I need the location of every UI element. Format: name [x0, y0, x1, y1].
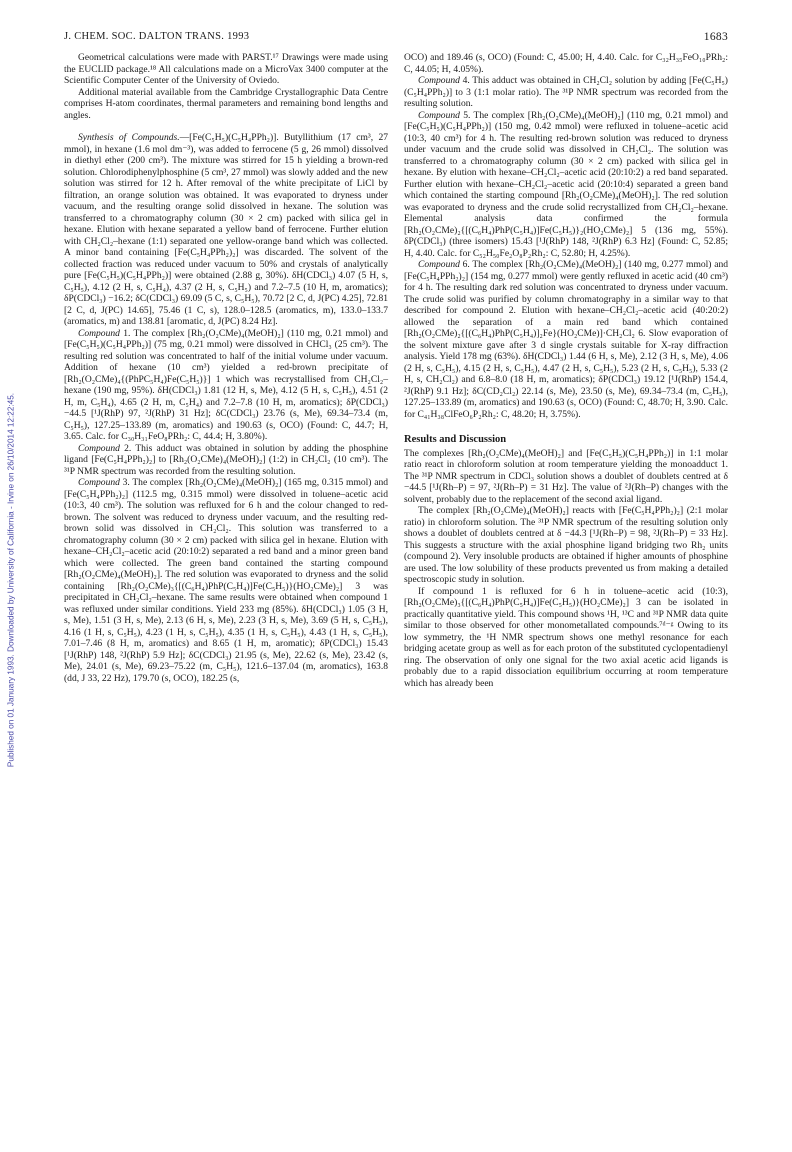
paragraph-text: 1. The complex [Rh₂(O₂CMe)₄(MeOH)₂] (110 mg, 0.21 mmol) and [Fe(C₅H₅)(C₅H₄PPh₂)] (75 mg, 0.21 mmol) were dissolved in CHCl₃ (25 cm³). The resulting red solution was concentrated to half of the initial volume under vacuum. Addition of hexane (10 cm³) yielded a red-brown precipitate of [Rh₂(O₂CMe)₄{(PhPC₅H₄)Fe(C₅H₅)}] 1 which was recrystallised from CH₂Cl₂–hexane (190 mg, 95%). δH(CDCl₃) 1.81 (12 H, s, Me), 4.12 (5 H, s, C₅H₅), 4.51 (2 H, m, C₅H₄), 4.65 (2 H, m, C₅H₄) and 7.2–7.8 (10 H, m, aromatics); δP(CDCl₃) −44.5 [¹J(RhP) 97, ²J(RhP) 31 Hz]; δC(CDCl₃) 23.76 (s, Me), 69.34–73.4 (m, C₅H₅), 127.25–133.89 (m, aromatics) and 190.63 (s, OCO) (Found: C, 44.7; H, 3.65. Calc. for C₃₀H₃₁FeO₈PRh₂: C, 44.4; H, 3.80%). — [64, 327, 388, 442]
left-column — [64, 52, 388, 684]
paragraph-text: 2. This adduct was obtained in solution by adding the phosphine ligand [Fe(C₅H₄PPh₂)₂] to [Rh₂(O₂CMe)₄(MeOH)₂] (1:2) in CH₂Cl₂ (10 cm³). The ³¹P NMR spectrum was recorded from the resulting solution. — [64, 442, 388, 477]
paragraph-text: OCO) and 189.46 (s, OCO) (Found: C, 45.00; H, 4.40. Calc. for C₃₂H₃₅FeO₁₀PRh₂: C, 44.05; H, 4.05%). — [404, 52, 728, 75]
body-paragraph — [64, 52, 388, 87]
body-paragraph — [404, 586, 728, 690]
journal-citation: J. CHEM. SOC. DALTON TRANS. 1993 — [64, 31, 250, 42]
body-paragraph — [404, 52, 728, 75]
paragraph-text: 6. The complex [Rh₂(O₂CMe)₄(MeOH)₂] (140 mg, 0.277 mmol) and [Fe(C₅H₄PPh₂)₂] (154 mg, 0.277 mmol) were gently refluxed in acetic acid (40 cm³) for 4 h. The resulting dark red solution was concentrated to dryness under vacuum. The crude solid was purified by column chromatography in a similar way to that described for compound 2. Elution with hexane–CH₂Cl₂–acetic acid (40:20:2) allowed the separation of a main red band which contained [Rh₂(O₂CMe)₂{[(C₆H₄)PhP(C₅H₄)]₂Fe}(HO₂CMe)]·CH₂Cl₂ 6. Slow evaporation of the solvent mixture gave after 3 d single crystals suitable for X-ray diffraction analysis. Yield 178 mg (63%). δH(CDCl₃) 1.44 (6 H, s, Me), 2.12 (3 H, s, Me), 4.06 (2 H, s, C₅H₅), 4.15 (2 H, s, C₅H₅), 4.47 (2 H, s, C₅H₅), 5.23 (2 H, s, C₅H₅), 5.33 (2 H, s, CH₂Cl₂) and 6.8–8.0 (18 H, m, aromatics); δP(CDCl₃) 19.12 [¹J(RhP) 154.4, ²J(RhP) 9.1 Hz]; δC(CD₂Cl₂) 22.14 (s, Me), 23.50 (s, Me), 69.34–73.4 (m, C₅H₅), 127.25–133.89 (m, aromatics) and 190.63 (s, OCO) (Found: C, 48.70; H, 3.90. Calc. for C₄₁H₃₈ClFeO₆P₂Rh₂: C, 48.20; H, 3.75%). — [404, 259, 728, 420]
paragraph-text: Geometrical calculations were made with PARST.¹⁷ Drawings were made using the EUCLID package.¹⁸ All calculations made on a MicroVax 3400 computer at the Scientific Computer Center of the University of Oviedo. — [64, 52, 388, 86]
right-column — [404, 52, 728, 689]
paragraph-lead: Compound — [78, 477, 120, 488]
paragraph-text: The complexes [Rh₂(O₂CMe)₄(MeOH)₂] and [Fe(C₅H₅)(C₅H₄PPh₂)] in 1:1 molar ratio react in chloroform solution at room temperature yielding the monoadduct 1. The ³¹P NMR spectrum in CDCl₃ solution shows a doublet of doublets centred at δ −44.5 [¹J(Rh–P) = 97, ²J(Rh–P) = 31 Hz]. The value of ²J(Rh–P) changes with the solvent, probably due to the replacement of the second axial ligand. — [404, 447, 728, 505]
body-paragraph — [64, 477, 388, 684]
page-number: 1683 — [703, 31, 728, 43]
body-paragraph — [64, 443, 388, 478]
paragraph-text: 4. This adduct was obtained in CH₂Cl₂ solution by adding [Fe(C₅H₅)(C₅H₄PPh₂)] to 3 (1:1 molar ratio). The ³¹P NMR spectrum was recorded from the resulting solution. — [404, 75, 728, 109]
paragraph-lead: Synthesis of Compounds. — [78, 132, 180, 143]
body-paragraph — [404, 505, 728, 586]
paragraph-lead: Compound — [418, 109, 460, 121]
body-paragraph — [404, 75, 728, 110]
body-paragraph — [64, 132, 388, 328]
section-heading: Results and Discussion — [404, 434, 507, 445]
running-header — [64, 31, 728, 47]
paragraph-text: 3. The complex [Rh₂(O₂CMe)₄(MeOH)₂] (165 mg, 0.315 mmol) and [Fe(C₅H₄PPh₂)₂] (112.5 mg, 0.315 mmol) were dissolved in toluene–acetic acid (10:3, 40 cm³). The solution was refluxed for 6 h and the colour changed to red-brown. The solvent was reduced to dryness under vacuum, and the resulting red-brown solid was dissolved in CH₂Cl₂. This solution was transferred to a chromatography column (30 × 2 cm) packed with silica gel in hexane. Elution with hexane–CH₂Cl₂–acetic acid (20:10:2) separated a red band and a minor green band which were collected. The green band contained the starting compound [Rh₂(O₂CMe)₄(MeOH)₂]. The red solution was evaporated to dryness and the solid containing [Rh₂(O₂CMe)₃{[(C₆H₄)PhP(C₅H₄)]Fe(C₅H₅)}(HO₂CMe)₂] 3 was precipitated in CH₂Cl₂–hexane. The same results were obtained when compound 1 was refluxed under similar conditions. Yield 233 mg (85%). δH(CDCl₃) 1.05 (3 H, s, Me), 1.51 (3 H, s, Me), 2.13 (6 H, s, Me), 2.23 (3 H, s, Me), 3.69 (5 H, s, C₅H₅), 4.16 (1 H, s, C₅H₅), 4.23 (1 H, s, C₅H₅), 4.35 (1 H, s, C₅H₅), 4.43 (1 H, s, C₅H₅), 7.01–7.46 (8 H, m, aromatics) and 8.65 (1 H, m, aromatic); δP(CDCl₃) 15.43 [¹J(RhP) 148, ²J(RhP) 5.9 Hz]; δC(CDCl₃) 21.95 (s, Me), 22.62 (s, Me), 23.42 (s, Me), 24.01 (s, Me), 69.23–75.22 (m, C₅H₅), 121.6–137.04 (m, aromatics), 163.8 (dd, J 33, 22 Hz), 179.70 (s, OCO), 182.25 (s, — [64, 477, 388, 684]
body-paragraph — [64, 328, 388, 443]
paragraph-text: If compound 1 is refluxed for 6 h in toluene–acetic acid (10:3), [Rh₂(O₂CMe)₃{[(C₆H₄)PhP(C₅H₄)]Fe(C₅H₅)}(HO₂CMe)₂] 3 can be isolated in practically quantitative yield. This compound shows ¹H, ¹³C and ³¹P NMR data quite similar to those observed for other monometallated compounds.⁷ᵈ⁻ᵍ Owing to its low symmetry, the ¹H NMR spectrum shows one methyl resonance for each bridging acetate group as well as for each proton of the substituted cyclopentadienyl ring. The observation of only one signal for the two axial acetic acid ligands is probably due to a rapid dissociation equilibrium occurring at room temperature which has already been — [404, 585, 728, 689]
body-paragraph — [64, 87, 388, 122]
paragraph-text: Additional material available from the Cambridge Crystallographic Data Centre comprises H-atom coordinates, thermal parameters and remaining bond lengths and angles. — [64, 86, 388, 121]
paragraph-text: —[Fe(C₅H₅)(C₅H₄PPh₂)]. Butyllithium (17 cm³, 27 mmol), in hexane (1.6 mol dm⁻³), was added to ferrocene (5 g, 26 mmol) dissolved in diethyl ether (200 cm³). The mixture was stirred for 15 h yielding a brown-red solution. Chlorodiphenylphosphine (5 cm³, 27 mmol) was slowly added and the new solution was stirred for 12 h. After removal of the white precipitate of LiCl by filtration, an orange solution was obtained. It was evaporated to dryness under vacuum, and the resulting orange solid dissolved in hexane. The solution was transferred to a chromatography column (30 × 2 cm) packed with silica gel in hexane. Elution with hexane separated a yellow band of ferrocene. Further elution with CH₂Cl₂–hexane (1:1) separated one yellow-orange band which was collected. A minor band containing [Fe(C₅H₄PPh₂)₂] was discarded. The solvent of the collected fraction was reduced under vacuum to 50% and crystals of analytically pure [Fe(C₅H₅)(C₅H₄PPh₂)] were obtained (2.88 g, 30%). δH(CDCl₃) 4.07 (5 H, s, C₅H₅), 4.12 (2 H, s, C₅H₄), 4.37 (2 H, s, C₅H₅) and 7.2–7.5 (10 H, m, aromatics); δP(CDCl₃) −16.2; δC(CDCl₃) 69.09 (5 C, s, C₅H₅), 70.72 [2 C, d, J(PC) 4.25], 72.81 [2 C, d, J(PC) 14.65], 75.46 (1 C, s), 128.0–128.5 (aromatics, m), 133.0–133.7 (aromatics, m) and 138.81 [aromatic, d, J(PC) 8.24 Hz]. — [64, 132, 388, 327]
paragraph-text: The complex [Rh₂(O₂CMe)₄(MeOH)₂] reacts with [Fe(C₅H₄PPh₂)₂] (2:1 molar ratio) in chloroform solution. The ³¹P NMR spectrum of the resulting solution only shows a doublet of doublets centred at δ −44.3 [¹J(Rh–P) = 98, ²J(Rh–P) = 33 Hz]. This suggests a structure with the axial phosphine ligand bridging two Rh₂ units (compound 2). Very insoluble products are obtained if higher amounts of phosphine are used. The low solubility of these products prevented us from making a detailed spectroscopic study in solution. — [404, 505, 728, 585]
download-notice — [4, 140, 18, 1020]
paragraph-text: 5. The complex [Rh₂(O₂CMe)₄(MeOH)₂] (110 mg, 0.21 mmol) and [Fe(C₅H₅)(C₅H₄PPh₂)] (150 mg, 0.42 mmol) were refluxed in toluene–acetic acid (10:3, 40 cm³) for 4 h. The resulting red-brown solution was reduced to dryness under vacuum and the crude solid was dissolved in CH₂Cl₂. The solution was transferred to a chromatography column (30 × 2 cm) packed with silica gel in hexane. By elution with hexane–CH₂Cl₂–acetic acid (20:10:2) a red band separated. Further elution with hexane–CH₂Cl₂–acetic acid (20:10:4) separated a green band which contained the starting compound [Rh₂(O₂CMe)₄(MeOH)₂]. The red solution was evaporated to dryness and the crude solid recrystallized from CH₂Cl₂–hexane. Elemental analysis data confirmed the formula [Rh₂(O₂CMe)₂{[(C₆H₄)PhP(C₅H₄)]Fe(C₅H₅)}₂(HO₂CMe)₂] 5 (136 mg, 55%). δP(CDCl₃) (three isomers) 15.43 [¹J(RhP) 148, ²J(RhP) 6.3 Hz] (Found: C, 52.85; H, 4.40. Calc. for C₅₂H₅₀Fe₂O₈P₂Rh₂: C, 52.80; H, 4.25%). — [404, 109, 728, 259]
body-paragraph — [404, 110, 728, 260]
paragraph-lead: Compound — [78, 327, 120, 339]
body-paragraph — [404, 448, 728, 506]
paragraph-lead: Compound — [78, 442, 120, 454]
paragraph-lead: Compound — [418, 259, 460, 270]
paragraph-lead: Compound — [418, 75, 460, 86]
download-notice-text: Published on 01 January 1993. Downloaded by University of California - Irvine on 26/10/2014 12:22:45. — [6, 392, 16, 768]
body-paragraph — [404, 259, 728, 420]
